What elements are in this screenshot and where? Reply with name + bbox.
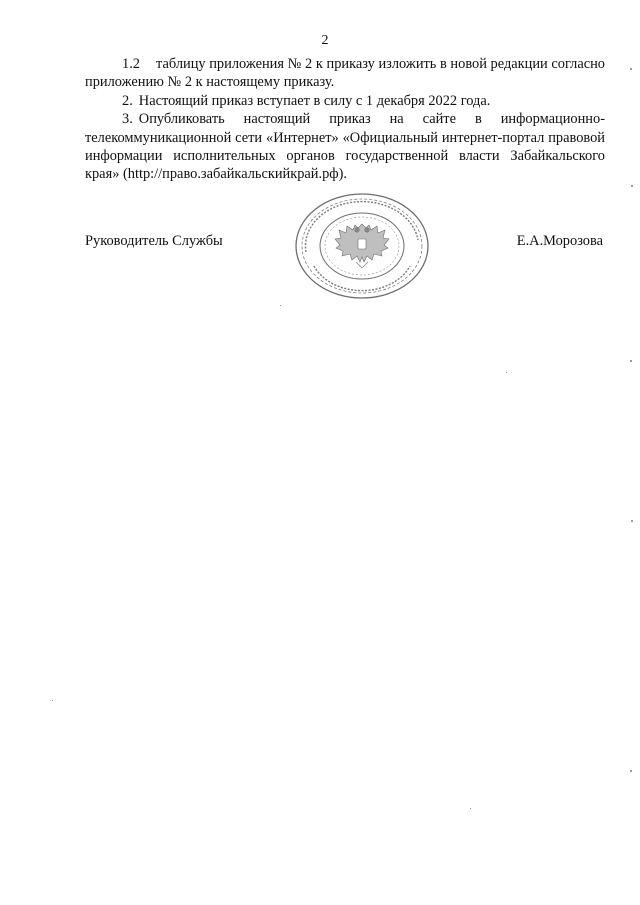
scan-speck xyxy=(631,185,633,187)
paragraph-1-2 xyxy=(85,55,605,92)
signatory-position: Руководитель Службы xyxy=(85,233,223,249)
paragraph-text: таблицу приложения № 2 к приказу изложить в новой редакции согласно приложению № 2 к настоящему приказу. xyxy=(85,56,605,91)
document-body xyxy=(85,55,605,184)
paragraph-3 xyxy=(85,110,605,184)
paragraph-number: 1.2 xyxy=(122,56,140,72)
seal-graphic xyxy=(292,190,432,302)
scan-speck xyxy=(630,68,632,70)
paragraph-number: 3. xyxy=(122,111,133,128)
scan-speck xyxy=(280,305,281,306)
official-seal-stamp xyxy=(292,190,432,302)
paragraph-2 xyxy=(85,92,605,110)
scan-speck xyxy=(52,700,53,701)
scan-speck xyxy=(631,520,633,522)
page-number: 2 xyxy=(321,33,329,48)
paragraph-text: Опубликовать настоящий приказ на сайте в информационно-телекоммуникационной сети «Интернет» «Официальный интернет-портал правовой информации исполнительных органов государственной власти Забайкальского края» (http://право.забайкальскийкрай.рф). xyxy=(85,111,605,183)
paragraph-number: 2. xyxy=(122,92,133,109)
scan-speck xyxy=(470,808,471,809)
paragraph-text: Настоящий приказ вступает в силу с 1 декабря 2022 года. xyxy=(138,92,491,109)
scan-speck xyxy=(506,372,507,373)
scan-speck xyxy=(630,360,632,362)
scan-speck xyxy=(630,770,632,772)
signatory-name: Е.А.Морозова xyxy=(516,233,603,249)
